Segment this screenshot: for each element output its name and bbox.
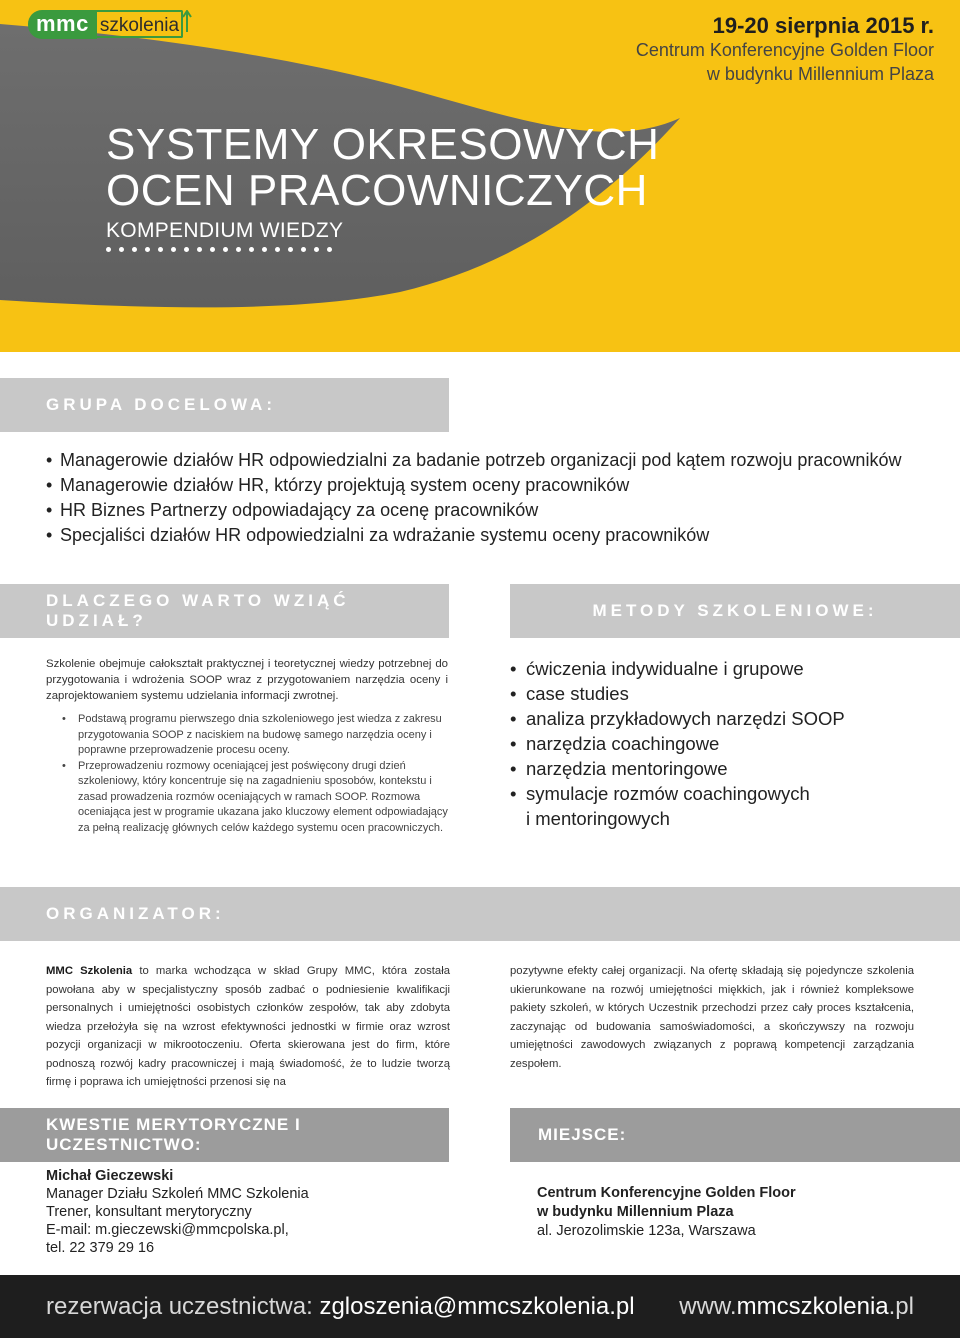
list-item: • analiza przykładowych narzędzi SOOP	[510, 706, 845, 731]
list-item: • Managerowie działów HR odpowiedzialni za badanie potrzeb organizacji pod kątem rozwoju pracowników	[46, 448, 901, 473]
decorative-dots	[106, 247, 659, 252]
place-line1: Centrum Konferencyjne Golden Floor	[537, 1185, 796, 1201]
hero-banner	[0, 0, 960, 352]
contact-name: Michał Gieczewski	[46, 1168, 174, 1184]
why-intro-text: Szkolenie obejmuje całokształt praktycznej i teoretycznej wiedzy potrzebnej do przygotowania i wdrożenia SOOP wraz z przygotowaniem narzędzia oceny i zaprojektowaniem systemu udzielania informacji zwrotnej.	[46, 658, 448, 702]
list-item: • Specjaliści działów HR odpowiedzialni za wdrażanie systemu oceny pracowników	[46, 523, 901, 548]
footer-bar	[0, 1275, 960, 1338]
section-header-contact: KWESTIE MERYTORYCZNE I UCZESTNICTWO:	[0, 1108, 449, 1162]
contact-email[interactable]: E-mail: m.gieczewski@mmcpolska.pl,	[46, 1222, 289, 1238]
organizer-left-body: to marka wchodząca w skład Grupy MMC, która została powołana aby w specjalistyczny sposób zadbać o podniesienie kwalifikacji personalnych i umiejętności osobistych członków zespołów, tak aby zdobyta wiedza przełożyła się na wzrost efektywności jednostki w firmie oraz wzrost pozycji organizacji w mikrootoczeniu. Oferta skierowana jest do firm, które podnoszą rozwój kadry pracowniczej i mają świadomość, że to ludzie tworzą firmę i poprawa ich umiejętności przenosi się na	[46, 965, 450, 1088]
reservation-email-link[interactable]: zgloszenia@mmcszkolenia.pl	[319, 1292, 635, 1320]
methods-list	[510, 656, 845, 831]
list-item: • case studies	[510, 681, 845, 706]
event-venue-line1: Centrum Konferencyjne Golden Floor	[635, 40, 934, 60]
reservation-label: rezerwacja uczestnictwa:	[46, 1292, 313, 1320]
section-header-why: DLACZEGO WARTO WZIĄĆ UDZIAŁ?	[0, 584, 449, 638]
section-header-target-group: GRUPA DOCELOWA:	[0, 378, 449, 432]
list-item: • Przeprowadzeniu rozmowy oceniającej jest poświęcony drugi dzień szkoleniowy, który koncentruje się na zagadnieniu sposobów, kontekstu i zasad prowadzenia rozmów oceniających w ramach SOOP. Rozmowa oceniająca jest w programie ukazana jako kluczowy element odpowiadający za pełną realizację głównych celów każdego systemu ocen pracowniczych.	[62, 759, 448, 837]
logo-szkolenia-text: szkolenia	[97, 10, 183, 38]
contact-phone[interactable]: tel. 22 379 29 16	[46, 1240, 155, 1256]
contact-block	[46, 1167, 309, 1257]
section-header-methods: METODY SZKOLENIOWE:	[510, 584, 960, 638]
contact-role-2: Trener, konsultant merytoryczny	[46, 1204, 252, 1220]
list-item: • narzędzia coachingowe	[510, 731, 845, 756]
place-line2: w budynku Millennium Plaza	[537, 1204, 734, 1220]
arrow-up-icon	[182, 10, 192, 34]
website-prefix: www.	[679, 1292, 737, 1320]
website-suffix: .pl	[888, 1292, 914, 1320]
list-item: • narzędzia mentoringowe	[510, 756, 845, 781]
target-group-list	[46, 448, 901, 548]
page-title-line1: SYSTEMY OKRESOWYCH	[106, 120, 660, 169]
website-main: mmcszkolenia	[736, 1292, 889, 1320]
organizer-text-left	[46, 962, 450, 1092]
logo-mmc-text: mmc	[28, 10, 97, 39]
event-info	[636, 14, 934, 86]
list-item: • Podstawą programu pierwszego dnia szkoleniowego jest wiedza z zakresu przygotowania SOOP z naciskiem na budowę samego narzędzia oceny i poprawne przeprowadzenie procesu oceny.	[62, 712, 448, 759]
event-venue-line2: w budynku Millennium Plaza	[706, 64, 934, 84]
list-item: • Managerowie działów HR, którzy projektują system oceny pracowników	[46, 473, 901, 498]
page-subtitle: KOMPENDIUM WIEDZY	[106, 219, 344, 242]
title-block	[106, 122, 659, 252]
list-item: • HR Biznes Partnerzy odpowiadający za ocenę pracowników	[46, 498, 901, 523]
organizer-name: MMC Szkolenia	[46, 965, 133, 977]
why-list	[62, 712, 448, 836]
event-date: 19-20 sierpnia 2015 r.	[712, 13, 934, 38]
place-block	[537, 1184, 796, 1241]
mmc-szkolenia-logo[interactable]	[28, 8, 192, 40]
organizer-text-right: pozytywne efekty całej organizacji. Na ofertę składają się pojedyncze szkolenia ukierunkowane na rozwój umiejętności miękkich, jak i również kompleksowe pakiety szkoleń, w których Uczestnik przechodzi przez cały proces kształcenia, zaczynając od budowania samoświadomości, a skończywszy na rozwoju umiejętności zawodowych związanych z poprawą kompetencji zarządzania zespołem.	[510, 965, 914, 1070]
list-item: • ćwiczenia indywidualne i grupowe	[510, 656, 845, 681]
page-title-line2: OCEN PRACOWNICZYCH	[106, 166, 648, 215]
contact-role-1: Manager Działu Szkoleń MMC Szkolenia	[46, 1186, 309, 1202]
section-header-place: MIEJSCE:	[510, 1108, 960, 1162]
list-item: • symulacje rozmów coachingowych i mentoringowych	[510, 781, 810, 831]
place-address: al. Jerozolimskie 123a, Warszawa	[537, 1223, 756, 1239]
section-header-organizer: ORGANIZATOR:	[0, 887, 960, 941]
website-link[interactable]	[679, 1293, 914, 1321]
reservation-info	[46, 1293, 635, 1321]
